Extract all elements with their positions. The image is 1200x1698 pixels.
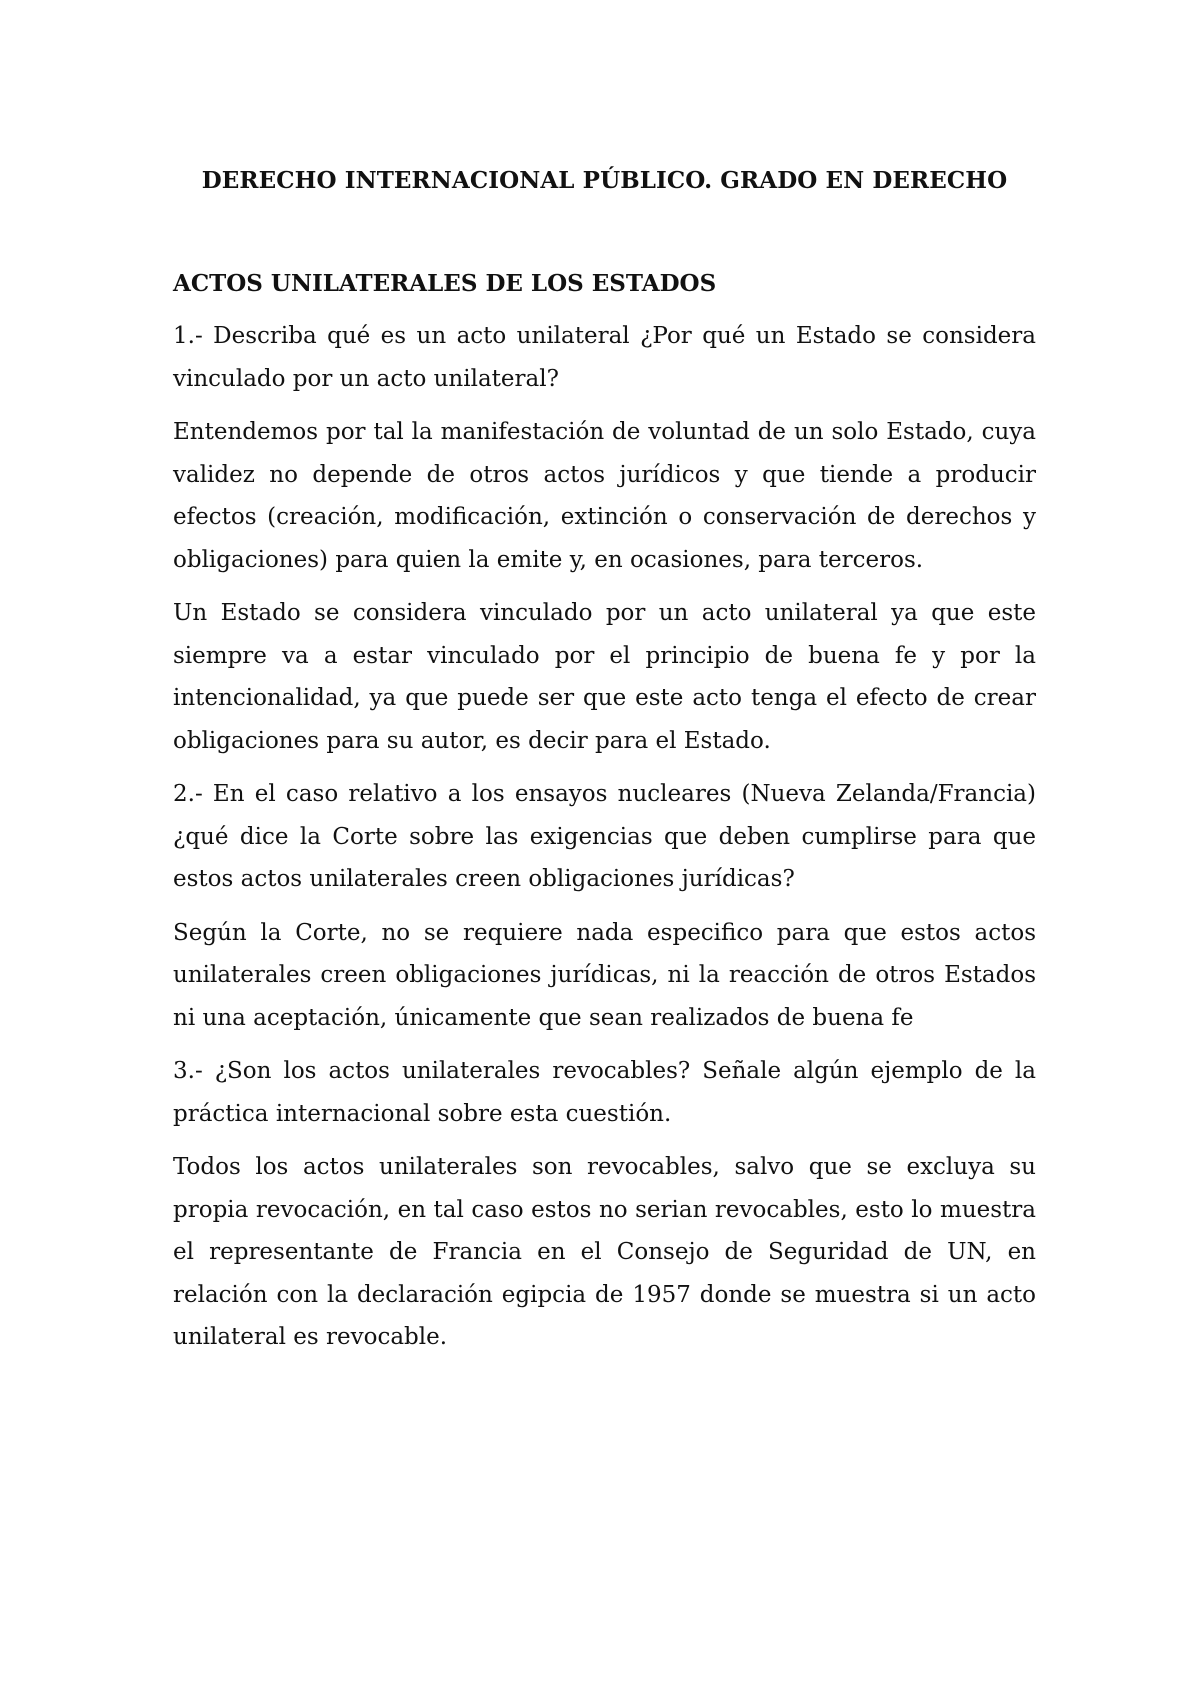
answer-1-paragraph-2: Un Estado se considera vinculado por un acto unilateral ya que este siempre va a estar vinculado por el principio de buena fe y por la intencionalidad, ya que puede ser que este acto tenga el efecto de crear obligaciones para su autor, es decir para el Estado. <box>173 600 1036 754</box>
document-title: DERECHO INTERNACIONAL PÚBLICO. GRADO EN DERECHO <box>201 167 1008 194</box>
answer-1-paragraph-1: Entendemos por tal la manifestación de voluntad de un solo Estado, cuya validez no depende de otros actos jurídicos y que tiende a producir efectos (creación, modificación, extinción o conservación de derechos y obligaciones) para quien la emite y, en ocasiones, para terceros. <box>173 419 1036 573</box>
question-2: 2.- En el caso relativo a los ensayos nucleares (Nueva Zelanda/Francia) ¿qué dice la Corte sobre las exigencias que deben cumplirse para que estos actos unilaterales creen obligaciones jurídicas? <box>173 781 1036 892</box>
answer-3: Todos los actos unilaterales son revocables, salvo que se excluya su propia revocación, en tal caso estos no serian revocables, esto lo muestra el representante de Francia en el Consejo de Seguridad de UN, en relación con la declaración egipcia de 1957 donde se muestra si un acto unilateral es revocable. <box>173 1154 1036 1350</box>
question-1: 1.- Describa qué es un acto unilateral ¿Por qué un Estado se considera vinculado por un acto unilateral? <box>173 323 1036 392</box>
section-title: ACTOS UNILATERALES DE LOS ESTADOS <box>173 269 717 297</box>
document-page <box>173 160 1036 1370</box>
question-3: 3.- ¿Son los actos unilaterales revocables? Señale algún ejemplo de la práctica internacional sobre esta cuestión. <box>173 1058 1036 1127</box>
answer-2: Según la Corte, no se requiere nada especifico para que estos actos unilaterales creen obligaciones jurídicas, ni la reacción de otros Estados ni una aceptación, únicamente que sean realizados de buena fe <box>173 919 1036 1031</box>
